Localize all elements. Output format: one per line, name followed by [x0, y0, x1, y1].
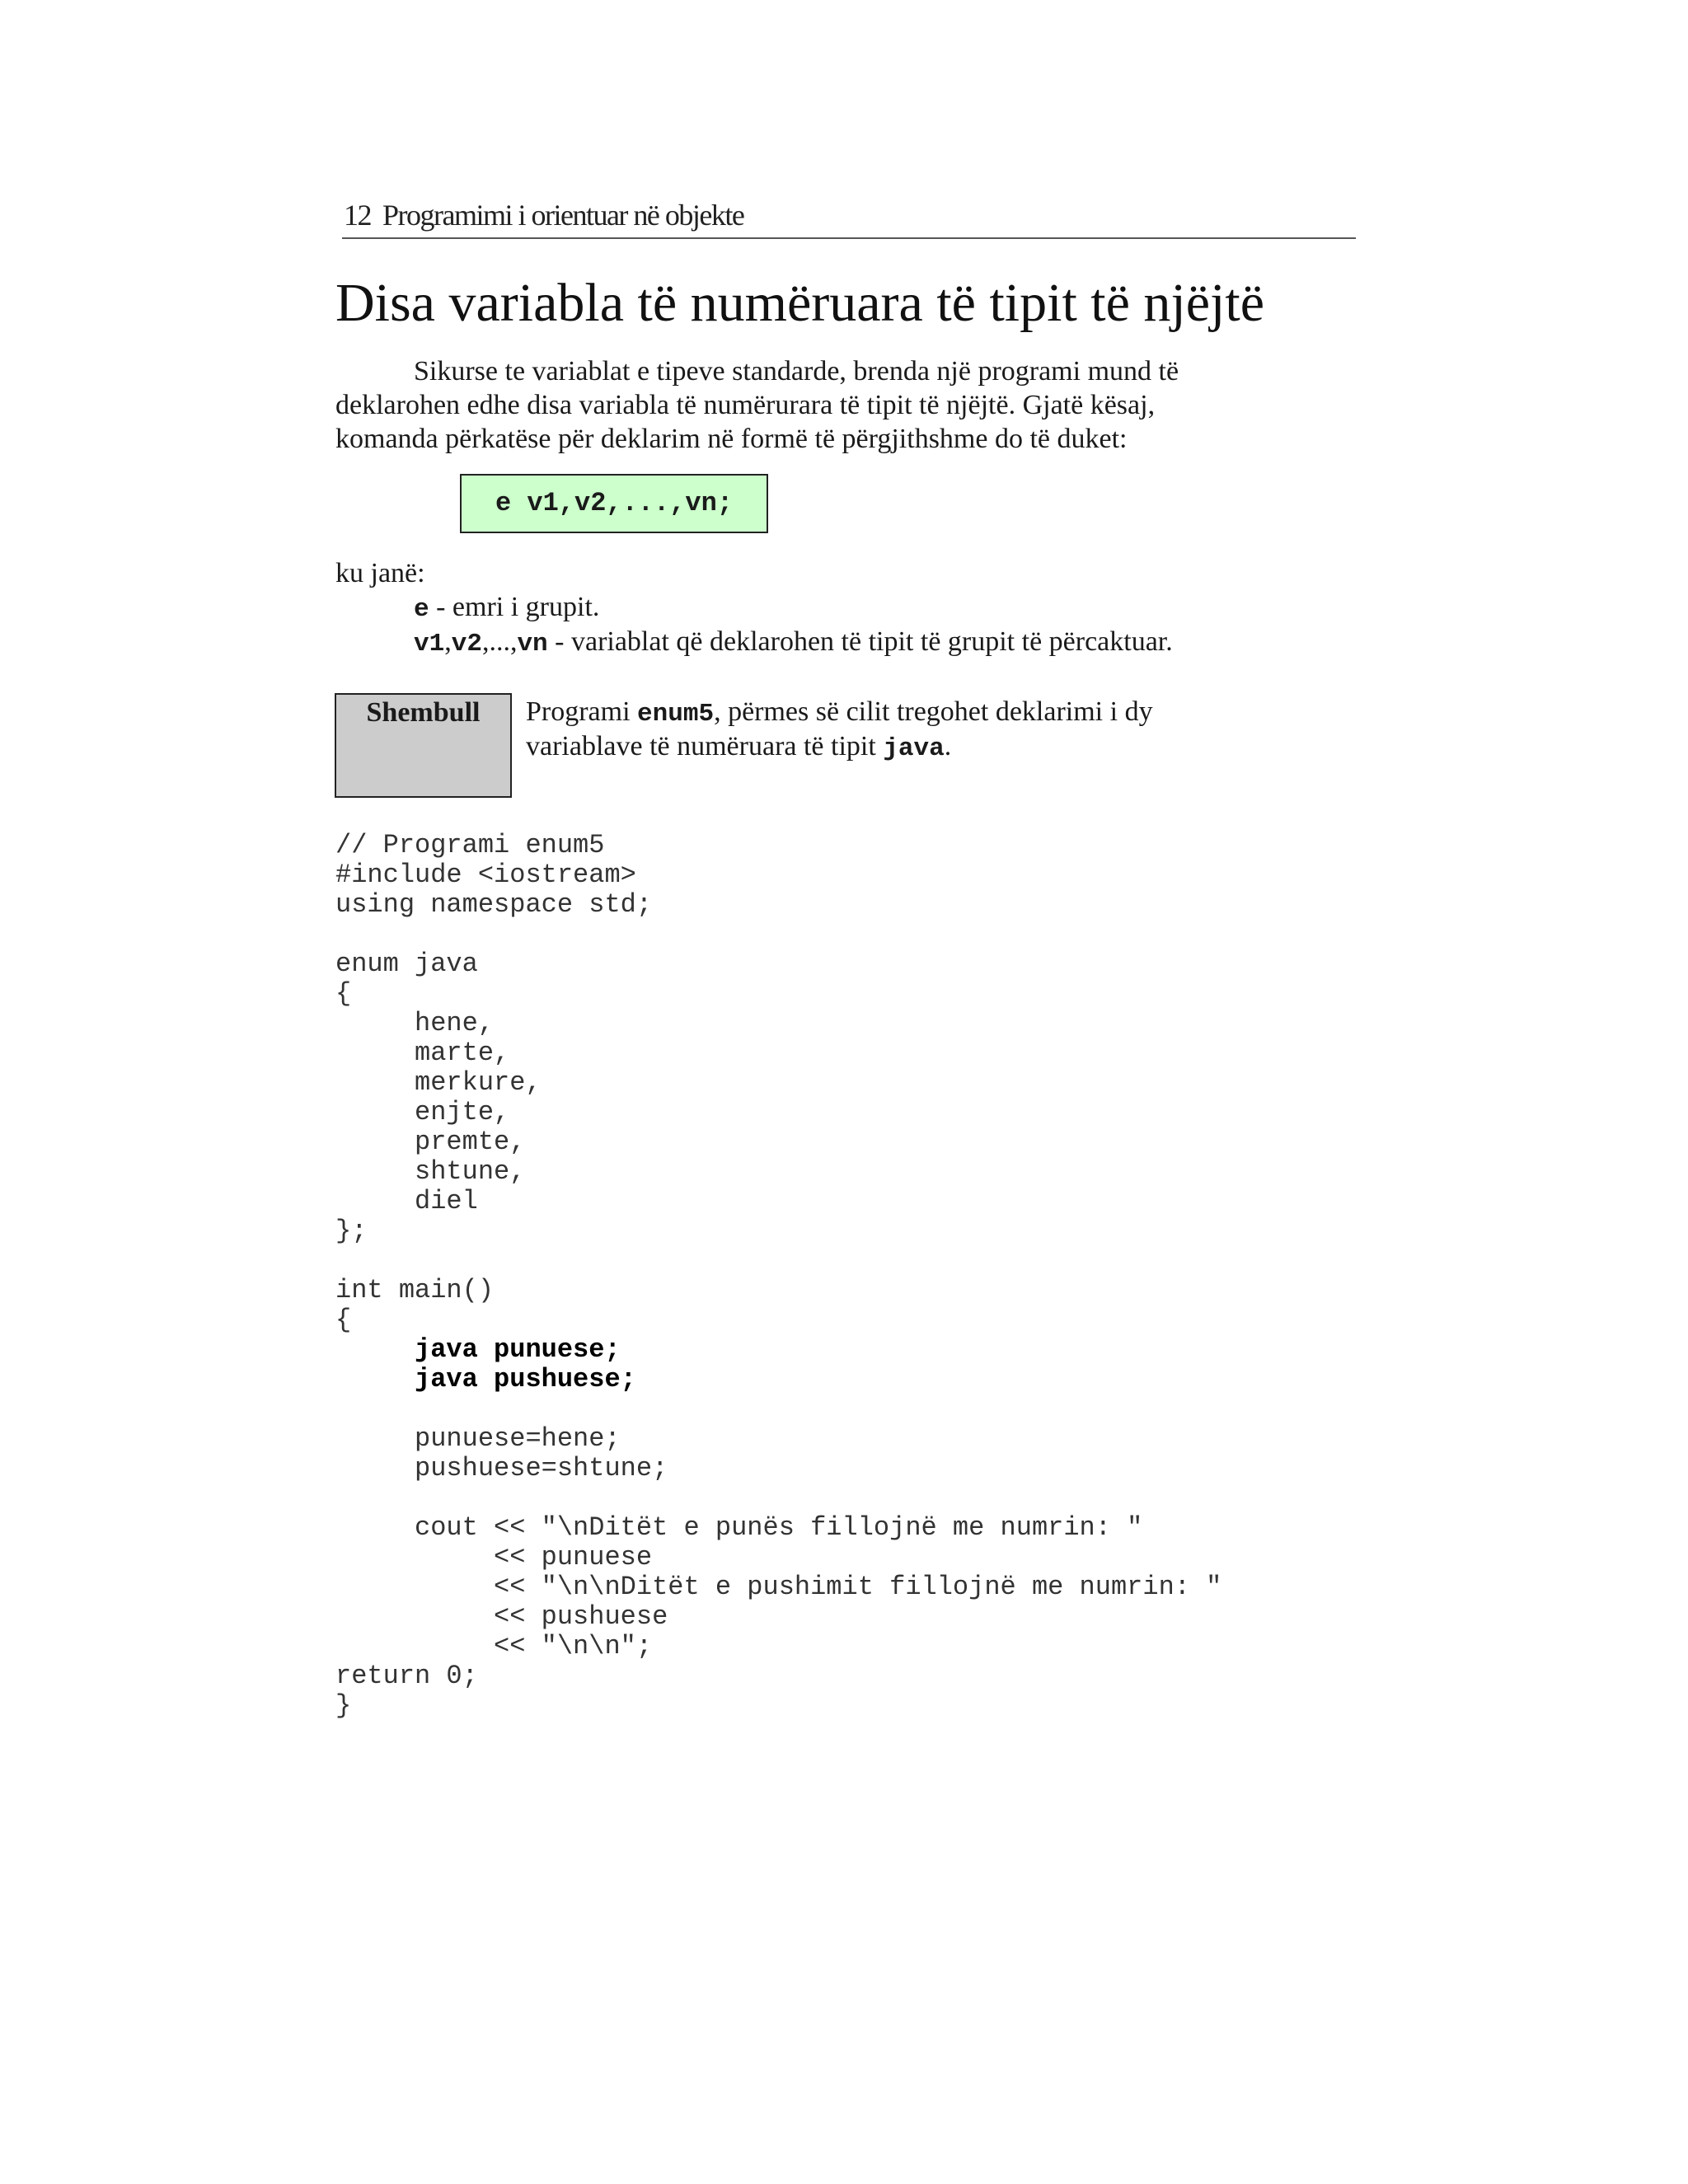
page-number: 12: [344, 199, 371, 232]
definition-variables: [414, 625, 1173, 661]
definition-text: - variablat që deklarohen të tipit të grupit të përcaktuar.: [547, 626, 1173, 657]
syntax-box: e v1,v2,...,vn;: [460, 474, 768, 533]
example-type-name: java: [883, 734, 945, 763]
book-title: Programimi i orientuar në objekte: [382, 199, 744, 232]
example-description-line-1: [526, 695, 1153, 731]
code-lines-bold: java punuese; java pushuese;: [415, 1334, 636, 1394]
intro-line-3: komanda përkatëse për deklarim në formë të përgjithshme do të duket:: [335, 424, 1128, 454]
example-text: .: [944, 731, 952, 762]
intro-line-2: deklarohen edhe disa variabla të numërurara të tipit të njëjtë. Gjatë kësaj,: [335, 390, 1156, 420]
definition-term: e: [414, 595, 429, 624]
code-lines-head: // Programi enum5 #include <iostream> using namespace std; enum java { hene, marte, merkure, enjte, premte, shtune, diel }; int main() {: [335, 830, 653, 1335]
example-program-name: enum5: [637, 700, 715, 729]
definition-term-v2: v2: [451, 630, 482, 658]
section-title: Disa variabla të numëruara të tipit të njëjtë: [335, 273, 1265, 333]
code-lines-tail: punuese=hene; pushuese=shtune; cout << "\nDitët e punës fillojnë me numrin: " << punuese << "\n\nDitët e pushimit fillojnë me numrin: " << pushuese << "\n\n"; return 0; }: [335, 1423, 1222, 1721]
example-text: variablave të numëruara të tipit: [526, 731, 884, 762]
definition-term-vn: vn: [517, 630, 548, 658]
example-text: Programi: [526, 696, 638, 727]
code-listing: [335, 831, 1221, 1721]
intro-line-1: Sikurse te variablat e tipeve standarde, brenda një programi mund të: [414, 356, 1179, 387]
running-header: [342, 196, 1356, 239]
definition-text: - emri i grupit.: [429, 592, 600, 622]
definition-e: [414, 590, 599, 626]
definition-term-v1: v1: [414, 630, 445, 658]
term-ellipsis: ,...,: [481, 626, 518, 657]
example-description-line-2: [526, 729, 951, 766]
example-label-box: Shembull: [335, 693, 512, 798]
term-sep: ,: [444, 626, 452, 657]
example-text: , përmes së cilit tregohet deklarimi i dy: [714, 696, 1153, 727]
where-label: ku janë:: [335, 558, 425, 588]
